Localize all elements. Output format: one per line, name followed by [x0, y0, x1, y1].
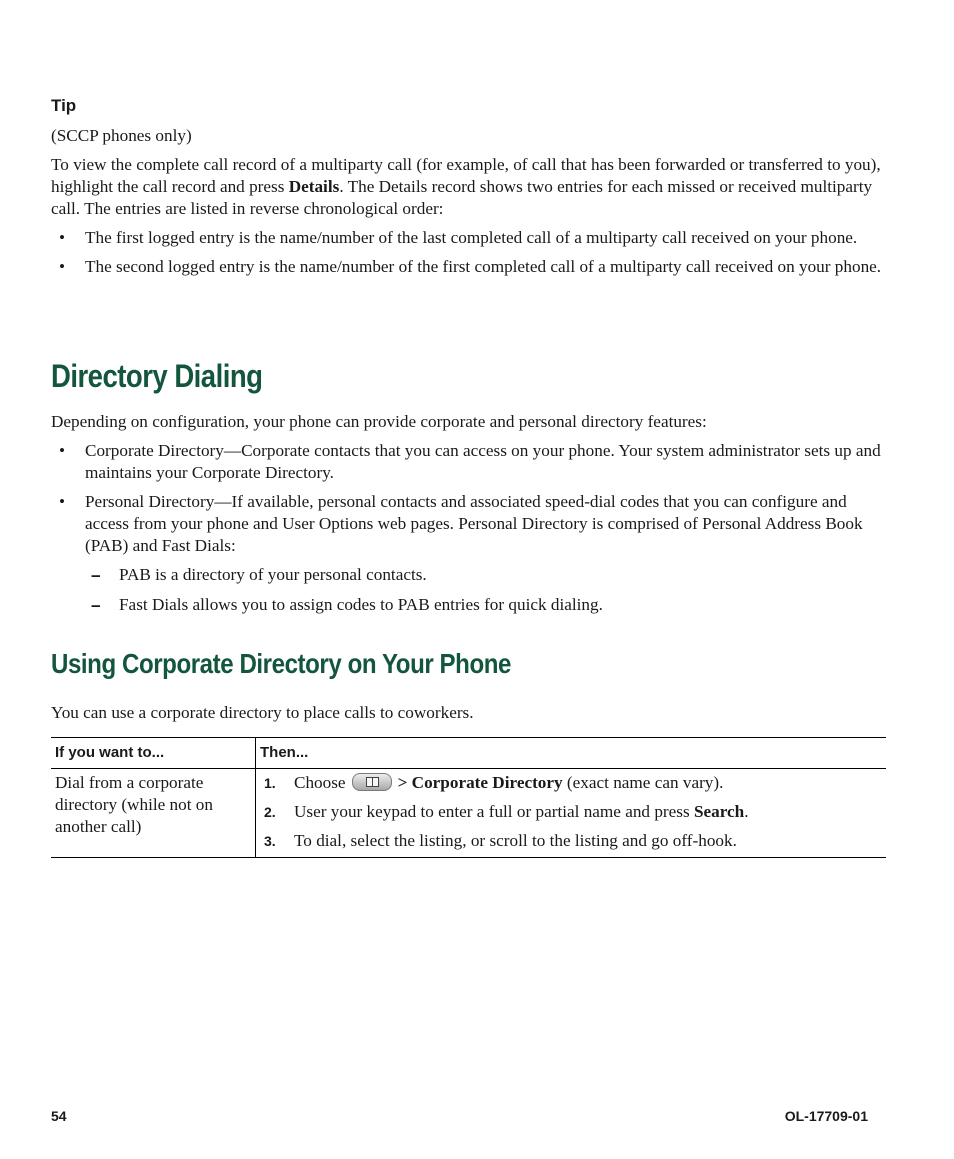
step-text: Choose: [294, 773, 346, 792]
tip-body: [51, 154, 881, 220]
directory-bullet-list: [51, 440, 886, 564]
tip-bullet-list: [51, 227, 886, 285]
search-softkey: Search: [693, 802, 745, 821]
tip-body-text: To view the complete call record of a multiparty call (for example, of call that has been forwarded or transferred to you), highlight the call record and press: [51, 155, 881, 196]
step-number: 2.: [264, 804, 276, 820]
list-item: [85, 564, 885, 586]
task-cell: Dial from a corporate directory (while not on another call): [51, 769, 256, 858]
list-item-text: Corporate Directory—Corporate contacts that you can access on your phone. Your system administrator sets up and maintains your Corporate Directory.: [85, 441, 881, 482]
step-number: 1.: [264, 775, 276, 791]
tip-scope: (SCCP phones only): [51, 126, 192, 145]
bullet-icon: •: [59, 228, 66, 247]
list-item: [51, 256, 886, 278]
details-softkey: Details: [288, 177, 340, 196]
step-3: [264, 830, 882, 852]
step-text-end: (exact name can vary).: [562, 773, 724, 792]
list-item: [51, 491, 886, 557]
column-header-task: If you want to...: [51, 738, 256, 769]
bullet-icon: •: [59, 441, 66, 460]
subsection-title: Using Corporate Directory on Your Phone: [51, 648, 511, 679]
subsection-intro: You can use a corporate directory to place calls to coworkers.: [51, 703, 474, 722]
step-menu-path: > Corporate Directory: [397, 773, 563, 792]
column-header-steps: Then...: [256, 738, 887, 769]
dash-icon: –: [91, 595, 101, 615]
section-intro: Depending on configuration, your phone can provide corporate and personal directory features:: [51, 412, 707, 431]
personal-directory-sublist: [85, 564, 885, 624]
step-2: [264, 801, 882, 823]
document-id: OL-17709-01: [784, 1108, 868, 1124]
list-item: [51, 440, 886, 484]
dash-icon: –: [91, 565, 101, 585]
list-item-text: Fast Dials allows you to assign codes to PAB entries for quick dialing.: [119, 595, 603, 614]
list-item: [51, 227, 886, 249]
tip-label: Tip: [51, 96, 77, 115]
step-number: 3.: [264, 833, 276, 849]
table-row: [51, 769, 886, 858]
section-title: Directory Dialing: [51, 358, 263, 394]
list-item-text: Personal Directory—If available, personal contacts and associated speed-dial codes that you can configure and access from your phone and User Options web pages. Personal Directory is comprised of Personal Address Book (PAB) and Fast Dials:: [85, 492, 863, 555]
bullet-icon: •: [59, 257, 66, 276]
page-number: 54: [51, 1108, 67, 1124]
table-header-row: [51, 738, 886, 769]
list-item-text: PAB is a directory of your personal contacts.: [119, 565, 427, 584]
step-text-end: .: [744, 802, 749, 821]
list-item-text: The second logged entry is the name/number of the first completed call of a multiparty call received on your phone.: [85, 257, 882, 276]
list-item: [85, 594, 885, 616]
steps-cell: [256, 769, 887, 858]
step-text: To dial, select the listing, or scroll to the listing and go off-hook.: [294, 831, 737, 850]
bullet-icon: •: [59, 492, 66, 511]
step-text: User your keypad to enter a full or partial name and press: [294, 802, 694, 821]
directories-button-icon: [352, 773, 392, 791]
tip-body-text-end: . The Details record shows two entries for each missed or received multiparty call. The entries are listed in reverse chronological order:: [51, 177, 873, 218]
step-1: [264, 772, 882, 794]
list-item-text: The first logged entry is the name/number of the last completed call of a multiparty call received on your phone.: [85, 228, 858, 247]
procedure-table: [51, 737, 886, 858]
